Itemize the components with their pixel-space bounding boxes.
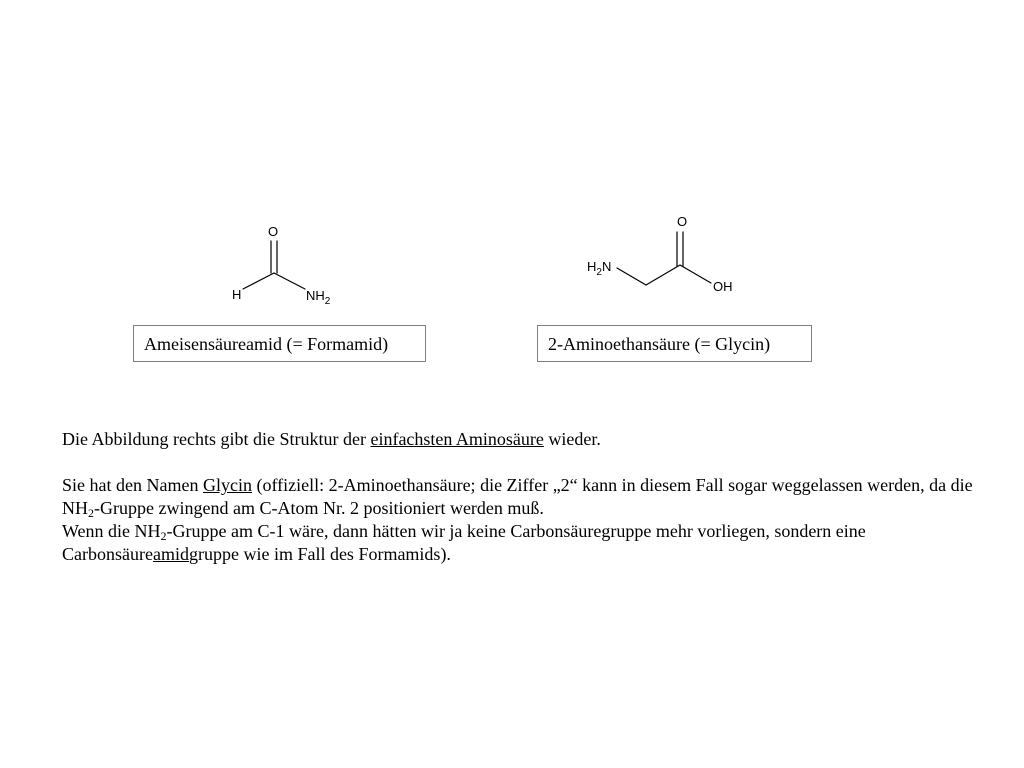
glycin-label: 2-Aminoethansäure (= Glycin)	[537, 325, 812, 362]
simplest-amino-acid-term: einfachsten Aminosäure	[370, 429, 544, 449]
text-segment: (offiziell: 2-Aminoethansäure; die Ziffer „2“ kann in diesem Fall sogar weggelassen werden, da die NH	[62, 475, 973, 518]
formamid-atom-o: O	[268, 224, 279, 239]
intro-sentence	[62, 428, 982, 451]
subscript: 2	[88, 506, 94, 520]
glycin-paragraph	[62, 474, 982, 520]
text-segment: wieder.	[543, 429, 601, 449]
explanation-text	[62, 428, 982, 566]
subscript: 2	[160, 529, 167, 543]
glycin-cc-bond	[646, 265, 680, 285]
glycin-atom-o: O	[677, 214, 688, 229]
glycin-nc-bond	[617, 268, 646, 285]
formamid-atom-nh2: $NH_2$	[306, 288, 331, 307]
formamid-structure	[220, 215, 350, 310]
glycin-atom-h2n: $H_2N$	[587, 259, 612, 278]
glycin-structure	[580, 205, 750, 300]
text-segment: -Gruppe zwingend am C-Atom Nr. 2 positioniert werden muß.	[94, 498, 544, 518]
amid-term: amid	[152, 544, 189, 564]
text-segment: gruppe wie im Fall des Formamids).	[188, 544, 451, 564]
glycin-term: Glycin	[202, 475, 252, 495]
amide-paragraph	[62, 520, 982, 566]
text-segment: Die Abbildung rechts gibt die Struktur der	[62, 429, 371, 449]
text-segment: -Gruppe am C-1 wäre, dann hätten wir ja keine Carbonsäuregruppe mehr vorliegen, sondern eine Carbonsäure	[62, 521, 866, 564]
formamid-ch-bond	[243, 273, 274, 289]
formamid-cn-bond	[274, 273, 305, 289]
formamid-atom-h: H	[232, 287, 242, 302]
text-segment: Wenn die NH	[62, 521, 161, 541]
glycin-coh-bond	[680, 265, 711, 283]
formamid-label: Ameisensäureamid (= Formamid)	[133, 325, 426, 362]
glycin-atom-oh: OH	[713, 279, 733, 294]
text-segment: Sie hat den Namen	[62, 475, 203, 495]
